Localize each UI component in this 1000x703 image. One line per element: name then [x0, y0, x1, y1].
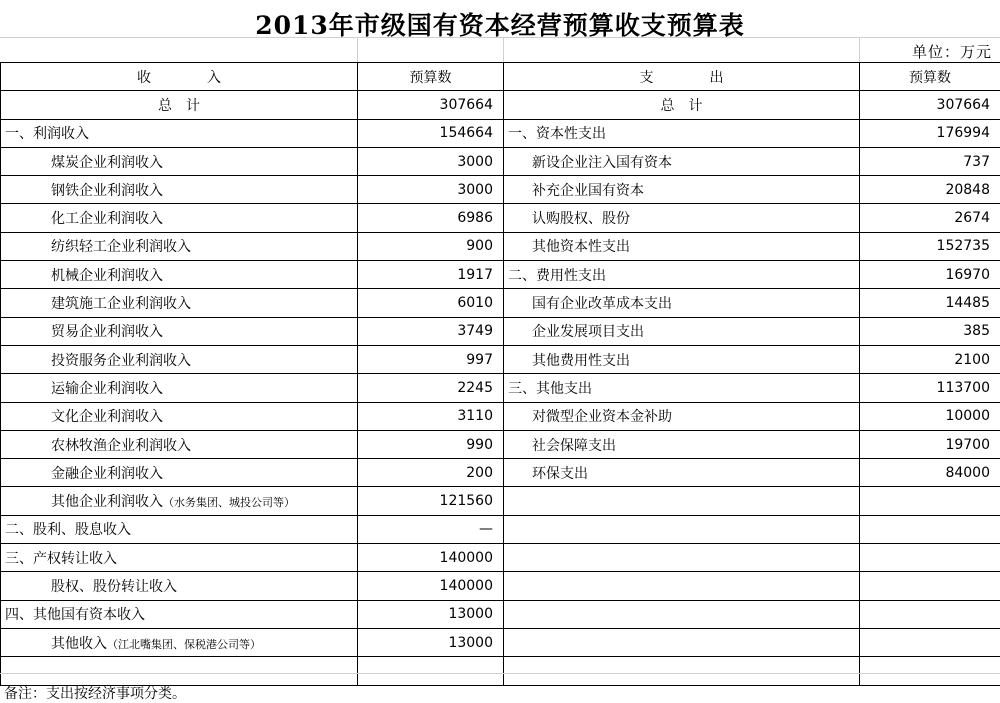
income-amount-header: 预算数: [358, 63, 504, 91]
table-row: [1, 204, 1000, 232]
expense-item-label: 二、费用性支出: [504, 261, 860, 289]
income-item-value: 121560: [358, 487, 504, 515]
table-row: [1, 176, 1000, 204]
income-item-text: 四、其他国有资本收入: [5, 607, 145, 624]
income-item-value: 3110: [358, 402, 504, 430]
income-item-value: 200: [358, 459, 504, 487]
income-item-text: 贸易企业利润收入: [51, 324, 163, 341]
income-item-text: 钢铁企业利润收入: [51, 182, 163, 199]
income-item-value: 13000: [358, 628, 504, 656]
expense-header: 支 出: [504, 63, 860, 91]
table-row: [1, 515, 1000, 543]
table-row: [1, 119, 1000, 147]
income-item-label: [1, 232, 358, 260]
sheet-gridline: [503, 38, 504, 62]
expense-item-value: [860, 487, 1000, 515]
income-item-value: —: [358, 515, 504, 543]
sheet-gridline: [357, 38, 358, 62]
income-header: 收 入: [1, 63, 358, 91]
expense-item-value: 84000: [860, 459, 1000, 487]
income-item-value: 997: [358, 345, 504, 373]
income-item-label: [1, 345, 358, 373]
income-item-label: [1, 317, 358, 345]
income-item-label: [1, 628, 358, 656]
income-item-label: [1, 289, 358, 317]
expense-item-label: [504, 487, 860, 515]
income-item-text: 其他企业利润收入: [51, 494, 163, 511]
expense-item-label: 企业发展项目支出: [504, 317, 860, 345]
expense-item-label: 一、资本性支出: [504, 119, 860, 147]
income-item-label: [1, 147, 358, 175]
unit-label: 单位：万元: [911, 43, 992, 61]
table-row: [1, 487, 1000, 515]
table-row: [1, 430, 1000, 458]
table-row: [1, 572, 1000, 600]
income-item-value: 900: [358, 232, 504, 260]
expense-item-value: [860, 600, 1000, 628]
table-row: [1, 289, 1000, 317]
expense-item-value: [860, 515, 1000, 543]
income-item-label: [1, 176, 358, 204]
expense-item-value: 16970: [860, 261, 1000, 289]
expense-item-value: 19700: [860, 430, 1000, 458]
table-row: [1, 544, 1000, 572]
expense-item-value: [860, 628, 1000, 656]
expense-item-label: [504, 600, 860, 628]
income-item-label: [1, 204, 358, 232]
expense-item-label: [504, 515, 860, 543]
income-item-text: 运输企业利润收入: [51, 380, 163, 397]
income-item-value: 13000: [358, 600, 504, 628]
expense-item-value: 176994: [860, 119, 1000, 147]
total-row: [1, 91, 1000, 119]
income-item-text: 股权、股份转让收入: [51, 578, 177, 595]
table-row: [1, 374, 1000, 402]
page-title: 2013年市级国有资本经营预算收支预算表: [255, 11, 745, 40]
expense-total-value: 307664: [860, 91, 1000, 119]
table-row: [1, 402, 1000, 430]
income-item-value: 3749: [358, 317, 504, 345]
expense-item-label: 国有企业改革成本支出: [504, 289, 860, 317]
income-item-value: 6010: [358, 289, 504, 317]
table-row: [1, 459, 1000, 487]
budget-table: [0, 62, 1000, 686]
expense-total-label: 总 计: [504, 91, 860, 119]
expense-item-label: 对微型企业资本金补助: [504, 402, 860, 430]
expense-amount-header: 预算数: [860, 63, 1000, 91]
table-row: [1, 628, 1000, 656]
income-item-value: 2245: [358, 374, 504, 402]
expense-item-label: 补充企业国有资本: [504, 176, 860, 204]
income-item-label: [1, 544, 358, 572]
income-total-value: 307664: [358, 91, 504, 119]
sheet-gridline: [0, 673, 1000, 674]
income-item-value: 140000: [358, 572, 504, 600]
income-item-text: 三、产权转让收入: [5, 550, 117, 567]
footnote: 备注：支出按经济事项分类。: [4, 686, 186, 702]
expense-item-label: 三、其他支出: [504, 374, 860, 402]
expense-item-value: 113700: [860, 374, 1000, 402]
expense-item-label: 认购股权、股份: [504, 204, 860, 232]
expense-item-value: 10000: [860, 402, 1000, 430]
table-row: [1, 600, 1000, 628]
income-item-note: （水务集团、城投公司等）: [163, 496, 295, 510]
expense-item-value: 152735: [860, 232, 1000, 260]
income-item-value: 140000: [358, 544, 504, 572]
table-row: [1, 345, 1000, 373]
expense-item-label: 新设企业注入国有资本: [504, 147, 860, 175]
income-item-value: 990: [358, 430, 504, 458]
expense-item-label: 其他费用性支出: [504, 345, 860, 373]
expense-item-value: [860, 544, 1000, 572]
income-item-value: 154664: [358, 119, 504, 147]
expense-item-label: 社会保障支出: [504, 430, 860, 458]
blank-cell: [358, 657, 504, 685]
income-item-text: 一、利润收入: [5, 126, 89, 143]
income-item-text: 煤炭企业利润收入: [51, 154, 163, 171]
income-item-label: [1, 515, 358, 543]
income-item-value: 1917: [358, 261, 504, 289]
income-item-label: [1, 430, 358, 458]
expense-item-label: [504, 572, 860, 600]
income-item-note: （江北嘴集团、保税港公司等）: [107, 637, 261, 651]
income-item-text: 机械企业利润收入: [51, 267, 163, 284]
header-row: [1, 63, 1000, 91]
expense-item-label: [504, 544, 860, 572]
expense-item-value: [860, 572, 1000, 600]
table-row: [1, 232, 1000, 260]
income-item-text: 二、股利、股息收入: [5, 522, 131, 539]
expense-item-label: 环保支出: [504, 459, 860, 487]
income-item-text: 文化企业利润收入: [51, 409, 163, 426]
expense-item-value: 14485: [860, 289, 1000, 317]
income-item-label: [1, 119, 358, 147]
blank-cell: [1, 657, 358, 685]
blank-row: [1, 657, 1000, 685]
income-item-text: 其他收入: [51, 635, 107, 652]
sheet-gridline: [859, 38, 860, 62]
expense-item-value: 20848: [860, 176, 1000, 204]
income-item-value: 3000: [358, 176, 504, 204]
table-row: [1, 147, 1000, 175]
blank-cell: [504, 657, 860, 685]
income-item-label: [1, 600, 358, 628]
income-item-label: [1, 572, 358, 600]
income-item-text: 投资服务企业利润收入: [51, 352, 191, 369]
expense-item-label: 其他资本性支出: [504, 232, 860, 260]
income-item-label: [1, 261, 358, 289]
table-row: [1, 317, 1000, 345]
income-item-text: 农林牧渔企业利润收入: [51, 437, 191, 454]
income-item-text: 金融企业利润收入: [51, 465, 163, 482]
income-item-text: 纺织轻工企业利润收入: [51, 239, 191, 256]
income-item-text: 化工企业利润收入: [51, 211, 163, 228]
expense-item-value: 737: [860, 147, 1000, 175]
income-item-label: [1, 459, 358, 487]
income-total-label: 总 计: [1, 91, 358, 119]
income-item-label: [1, 402, 358, 430]
income-item-label: [1, 487, 358, 515]
expense-item-value: 385: [860, 317, 1000, 345]
income-item-value: 3000: [358, 147, 504, 175]
expense-item-value: 2100: [860, 345, 1000, 373]
expense-item-value: 2674: [860, 204, 1000, 232]
income-item-value: 6986: [358, 204, 504, 232]
income-item-label: [1, 374, 358, 402]
blank-cell: [860, 657, 1000, 685]
income-item-text: 建筑施工企业利润收入: [51, 296, 191, 313]
sheet-gridline: [0, 37, 1000, 38]
table-row: [1, 261, 1000, 289]
expense-item-label: [504, 628, 860, 656]
